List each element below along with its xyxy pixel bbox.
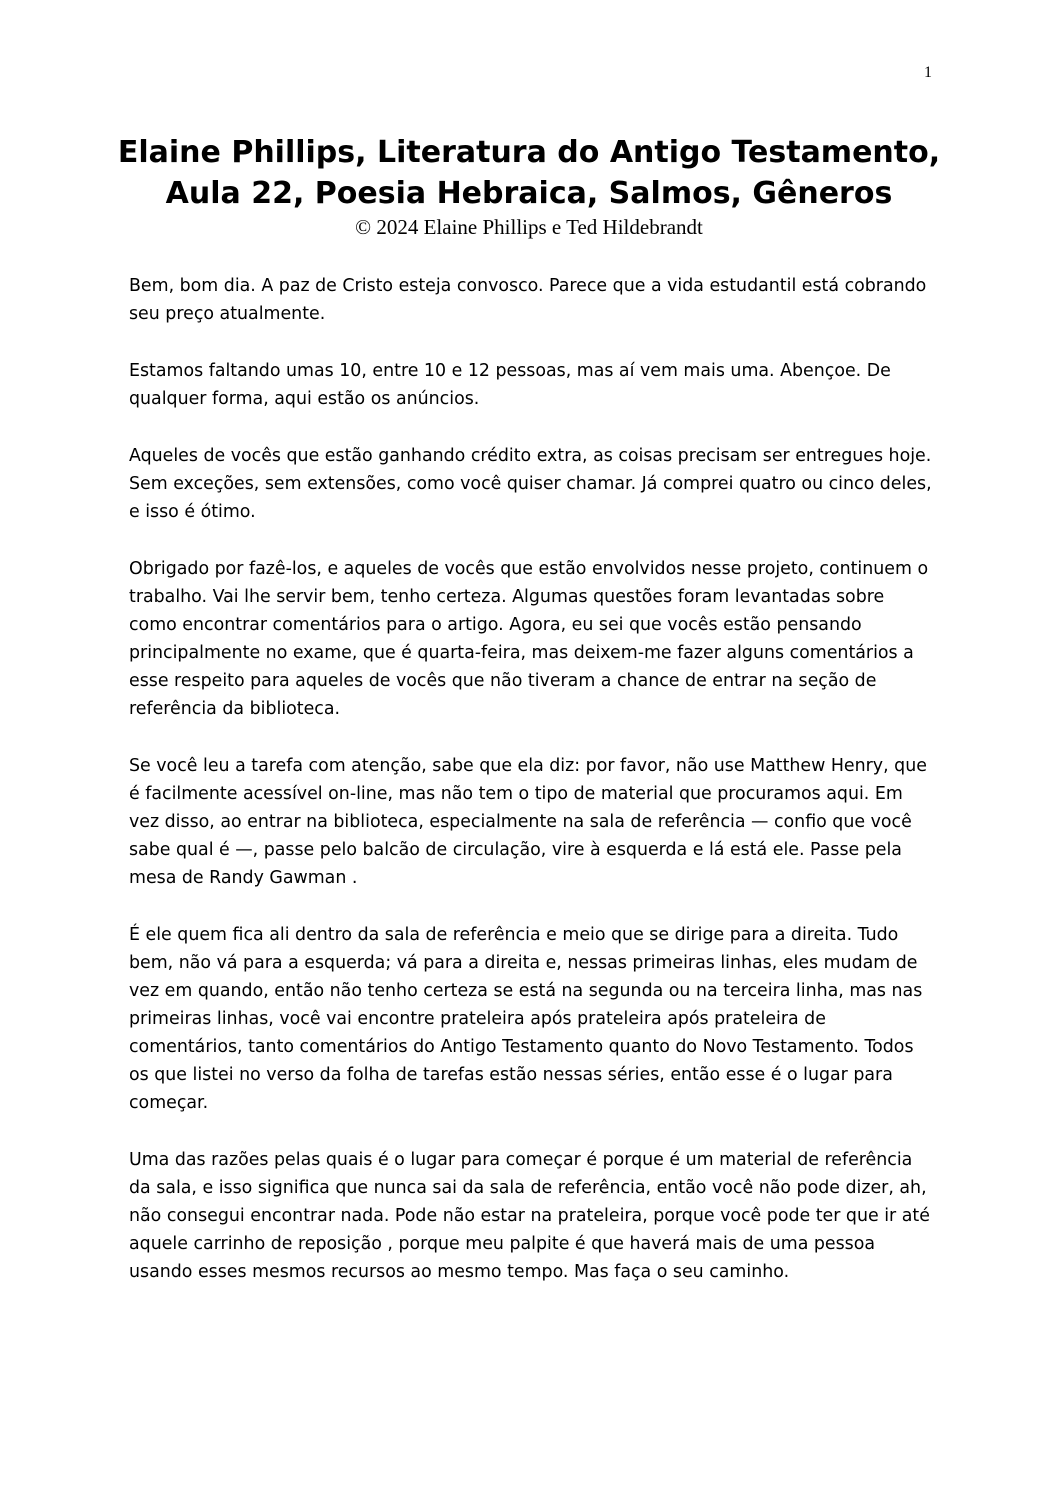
document-header xyxy=(0,132,1058,240)
paragraph: Se você leu a tarefa com atenção, sabe que ela diz: por favor, não use Matthew Henry, que é facilmente acessível on-line, mas não tem o tipo de material que procuramos aqui. Em vez disso, ao entrar na biblioteca, especialmente na sala de referência — confio que você sabe qual é —, passe pelo balcão de circulação, vire à esquerda e lá está ele. Passe pela mesa de Randy Gawman . xyxy=(129,756,927,888)
paragraph: Estamos faltando umas 10, entre 10 e 12 pessoas, mas aí vem mais uma. Abençoe. De qualquer forma, aqui estão os anúncios. xyxy=(129,361,891,409)
document-body xyxy=(129,272,935,1315)
paragraph: Uma das razões pelas quais é o lugar para começar é porque é um material de referência da sala, e isso significa que nunca sai da sala de referência, então você não pode dizer, ah, não consegui encontrar nada. Pode não estar na prateleira, porque você pode ter que ir até aquele carrinho de reposição , porque meu palpite é que haverá mais de uma pessoa usando esses mesmos recursos ao mesmo tempo. Mas faça o seu caminho. xyxy=(129,1150,930,1282)
page-number: 1 xyxy=(924,64,932,81)
paragraph: Obrigado por fazê-los, e aqueles de vocês que estão envolvidos nesse projeto, continuem o trabalho. Vai lhe servir bem, tenho certeza. Algumas questões foram levantadas sobre como encontrar comentários para o artigo. Agora, eu sei que vocês estão pensando principalmente no exame, que é quarta-feira, mas deixem-me fazer alguns comentários a esse respeito para aqueles de vocês que não tiveram a chance de entrar na seção de referência da biblioteca. xyxy=(129,559,929,719)
paragraph: Bem, bom dia. A paz de Cristo esteja convosco. Parece que a vida estudantil está cobrando seu preço atualmente. xyxy=(129,276,927,324)
title-line-1: Elaine Phillips, Literatura do Antigo Testamento, xyxy=(117,135,941,170)
copyright-line: © 2024 Elaine Phillips e Ted Hildebrandt xyxy=(355,215,703,239)
paragraph: É ele quem fica ali dentro da sala de referência e meio que se dirige para a direita. Tudo bem, não vá para a esquerda; vá para a direita e, nessas primeiras linhas, eles mudam de vez em quando, então não tenho certeza se está na segunda ou na terceira linha, mas nas primeiras linhas, você vai encontre prateleira após prateleira após prateleira de comentários, tanto comentários do Antigo Testamento quanto do Novo Testamento. Todos os que listei no verso da folha de tarefas estão nessas séries, então esse é o lugar para começar. xyxy=(129,925,923,1113)
title-line-2: Aula 22, Poesia Hebraica, Salmos, Gêneros xyxy=(165,176,893,211)
paragraph: Aqueles de vocês que estão ganhando crédito extra, as coisas precisam ser entregues hoje. Sem exceções, sem extensões, como você quiser chamar. Já comprei quatro ou cinco deles, e isso é ótimo. xyxy=(129,446,932,522)
